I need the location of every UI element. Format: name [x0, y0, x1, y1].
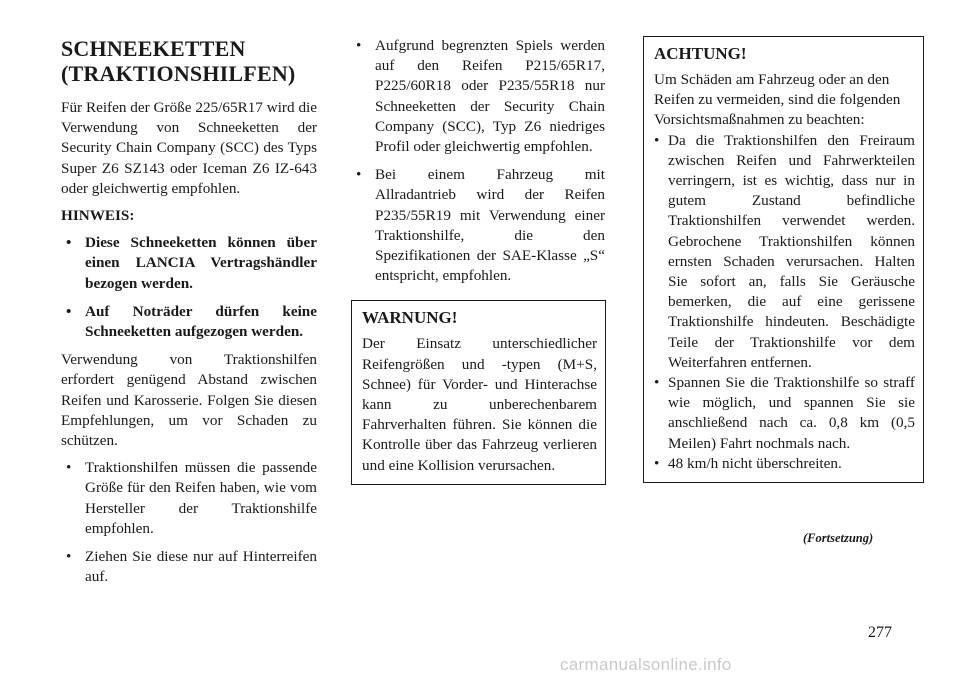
- warning-title: WARNUNG!: [362, 308, 458, 328]
- list-item: • Spannen Sie die Traktionshilfe so straff wie möglich, und spannen Sie sie anschließend nach ca. 0,8 km (0,5 Meilen) Fahrt nochmals nach.: [654, 373, 915, 454]
- list-item: • Da die Traktionshilfen den Freiraum zwischen Reifen und Fahrwerkteilen verringern, ist es wichtig, dass nur in gutem Zustand befindliche Traktionshilfen verwendet werden. Gebrochene Traktionshilfen können ernsten Schaden verursachen. Halten Sie sofort an, falls Sie Geräusche bemerken, die auf eine gerissene Traktionshilfe hindeuten. Beschädigte Teile der Traktionshilfe vor dem Weiterfahren entfernen.: [654, 131, 915, 373]
- caution-text: Um Schäden am Fahrzeug oder an den Reifen zu vermeiden, sind die folgenden Vorsichtsmaßnahmen zu beachten:: [654, 71, 901, 129]
- list-item: • Aufgrund begrenzten Spiels werden auf den Reifen P215/65R17, P225/60R18 oder P235/55R18 nur Schneeketten der Security Chain Company (SCC), Typ Z6 niedriges Profil oder gleichwertig empfohlen.: [351, 36, 605, 157]
- list-item: • Traktionshilfen müssen die passende Größe für den Reifen haben, wie vom Hersteller der Traktionshilfe empfohlen.: [61, 458, 317, 539]
- warning-box: [351, 300, 606, 484]
- list-item: • Diese Schneeketten können über einen LANCIA Vertragshändler bezogen werden.: [61, 233, 317, 294]
- clearance-paragraph: Verwendung von Traktionshilfen erfordert genügend Abstand zwischen Reifen und Karosserie. Folgen Sie diesen Empfehlungen, um vor Schaden zu schützen.: [61, 351, 317, 450]
- continued-label: (Fortsetzung): [803, 531, 874, 545]
- caution-box: [643, 36, 924, 483]
- note-label: HINWEIS:: [61, 207, 135, 225]
- watermark: carmanualsonline.info: [560, 655, 732, 674]
- list-item: • Ziehen Sie diese nur auf Hinterreifen auf.: [61, 547, 317, 587]
- section-heading: [61, 36, 317, 86]
- heading-line-2: (TRAKTIONSHILFEN): [61, 61, 296, 86]
- right-column: [643, 36, 923, 483]
- intro-paragraph: Für Reifen der Größe 225/65R17 wird die Verwendung von Schneeketten der Security Chain Company (SCC) des Typs Super Z6 SZ143 oder Iceman Z6 IZ-643 oder gleichwertig empfohlen.: [61, 99, 317, 197]
- page-number: 277: [868, 624, 892, 641]
- left-column: [61, 36, 317, 595]
- warning-text: Der Einsatz unterschiedlicher Reifengrößen und -typen (M+S, Schnee) für Vorder- und Hinterachse kann zu unberechenbarem Fahrverhalten führen. Sie können die Kontrolle über das Fahrzeug verlieren und eine Kollision verursachen.: [362, 335, 597, 474]
- list-item: • Auf Noträder dürfen keine Schneeketten aufgezogen werden.: [61, 302, 317, 342]
- traction-list: [61, 458, 317, 587]
- tire-list: [351, 36, 605, 286]
- list-item: • 48 km/h nicht überschreiten.: [654, 454, 915, 474]
- note-list: [61, 233, 317, 342]
- middle-column: [351, 36, 605, 485]
- list-item: • Bei einem Fahrzeug mit Allradantrieb wird der Reifen P235/55R19 mit Verwendung einer Traktionshilfe, die den Spezifikationen der SAE-Klasse „S“ entspricht, empfohlen.: [351, 165, 605, 286]
- caution-title: ACHTUNG!: [654, 44, 747, 63]
- caution-list: [654, 131, 915, 474]
- heading-line-1: SCHNEEKETTEN: [61, 36, 246, 61]
